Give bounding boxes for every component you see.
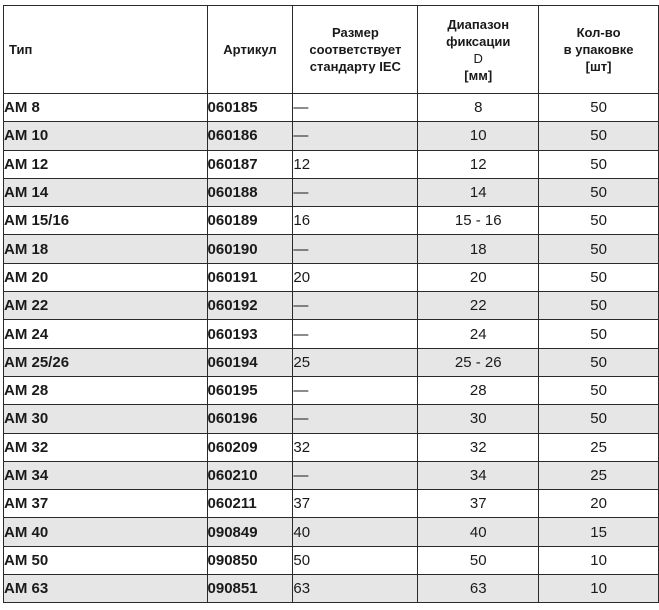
cell-type: AM 34 (4, 461, 208, 489)
cell-type: AM 8 (4, 94, 208, 122)
cell-pack-quantity: 50 (539, 235, 659, 263)
cell-type: AM 22 (4, 292, 208, 320)
cell-type: AM 40 (4, 518, 208, 546)
table-header (4, 6, 659, 94)
cell-iec-size: — (293, 461, 418, 489)
cell-pack-quantity: 50 (539, 122, 659, 150)
cell-fixing-range: 12 (418, 150, 539, 178)
table-row (4, 94, 659, 122)
cell-fixing-range: 40 (418, 518, 539, 546)
cell-pack-quantity: 50 (539, 320, 659, 348)
table-row (4, 376, 659, 404)
cell-article: 060185 (207, 94, 293, 122)
cell-iec-size: 32 (293, 433, 418, 461)
cell-article: 060187 (207, 150, 293, 178)
cell-article: 090851 (207, 575, 293, 603)
cell-fixing-range: 50 (418, 546, 539, 574)
table-row (4, 348, 659, 376)
cell-iec-size: — (293, 178, 418, 206)
cell-type: AM 12 (4, 150, 208, 178)
cell-article: 060193 (207, 320, 293, 348)
cell-type: AM 10 (4, 122, 208, 150)
cell-iec-size: — (293, 405, 418, 433)
cell-type: AM 25/26 (4, 348, 208, 376)
cell-fixing-range: 22 (418, 292, 539, 320)
product-spec-table (3, 5, 659, 603)
table-row (4, 178, 659, 206)
cell-fixing-range: 8 (418, 94, 539, 122)
cell-article: 060211 (207, 490, 293, 518)
cell-article: 060194 (207, 348, 293, 376)
cell-type: AM 18 (4, 235, 208, 263)
cell-article: 090849 (207, 518, 293, 546)
table-row (4, 546, 659, 574)
cell-article: 060191 (207, 263, 293, 291)
cell-iec-size: 20 (293, 263, 418, 291)
cell-type: AM 30 (4, 405, 208, 433)
header-type: Тип (4, 6, 208, 94)
cell-pack-quantity: 50 (539, 263, 659, 291)
cell-fixing-range: 32 (418, 433, 539, 461)
table-row (4, 405, 659, 433)
cell-iec-size: 16 (293, 207, 418, 235)
cell-iec-size: 37 (293, 490, 418, 518)
cell-article: 060209 (207, 433, 293, 461)
cell-iec-size: — (293, 235, 418, 263)
cell-type: AM 24 (4, 320, 208, 348)
table-row (4, 518, 659, 546)
table-row (4, 235, 659, 263)
cell-type: AM 63 (4, 575, 208, 603)
cell-article: 060190 (207, 235, 293, 263)
cell-fixing-range: 30 (418, 405, 539, 433)
cell-pack-quantity: 50 (539, 150, 659, 178)
cell-article: 060189 (207, 207, 293, 235)
cell-pack-quantity: 50 (539, 405, 659, 433)
table-body (4, 94, 659, 603)
cell-fixing-range: 24 (418, 320, 539, 348)
cell-article: 090850 (207, 546, 293, 574)
cell-iec-size: 63 (293, 575, 418, 603)
cell-fixing-range: 18 (418, 235, 539, 263)
cell-fixing-range: 34 (418, 461, 539, 489)
table-row (4, 490, 659, 518)
cell-fixing-range: 15 - 16 (418, 207, 539, 235)
cell-article: 060188 (207, 178, 293, 206)
cell-pack-quantity: 50 (539, 376, 659, 404)
cell-type: AM 28 (4, 376, 208, 404)
cell-pack-quantity: 50 (539, 348, 659, 376)
cell-iec-size: — (293, 292, 418, 320)
cell-fixing-range: 20 (418, 263, 539, 291)
cell-type: AM 15/16 (4, 207, 208, 235)
cell-iec-size: 40 (293, 518, 418, 546)
cell-fixing-range: 10 (418, 122, 539, 150)
cell-pack-quantity: 50 (539, 207, 659, 235)
table-row (4, 122, 659, 150)
cell-pack-quantity: 50 (539, 292, 659, 320)
cell-fixing-range: 28 (418, 376, 539, 404)
table-row (4, 575, 659, 603)
cell-fixing-range: 63 (418, 575, 539, 603)
cell-iec-size: — (293, 122, 418, 150)
cell-type: AM 20 (4, 263, 208, 291)
cell-article: 060195 (207, 376, 293, 404)
cell-pack-quantity: 20 (539, 490, 659, 518)
table-row (4, 263, 659, 291)
cell-iec-size: 25 (293, 348, 418, 376)
cell-type: AM 14 (4, 178, 208, 206)
cell-article: 060186 (207, 122, 293, 150)
cell-fixing-range: 25 - 26 (418, 348, 539, 376)
cell-iec-size: 50 (293, 546, 418, 574)
header-iec-size: Размер соответствует стандарту IEC (293, 6, 418, 94)
cell-pack-quantity: 25 (539, 461, 659, 489)
cell-article: 060210 (207, 461, 293, 489)
header-article: Артикул (207, 6, 293, 94)
table-row (4, 461, 659, 489)
header-fixing-range: Диапазон фиксации D [мм] (418, 6, 539, 94)
cell-iec-size: — (293, 320, 418, 348)
cell-pack-quantity: 25 (539, 433, 659, 461)
cell-pack-quantity: 50 (539, 178, 659, 206)
cell-iec-size: — (293, 376, 418, 404)
table-row (4, 320, 659, 348)
cell-pack-quantity: 15 (539, 518, 659, 546)
cell-type: AM 50 (4, 546, 208, 574)
header-pack-quantity: Кол-во в упаковке [шт] (539, 6, 659, 94)
cell-pack-quantity: 50 (539, 94, 659, 122)
cell-fixing-range: 14 (418, 178, 539, 206)
table-row (4, 150, 659, 178)
cell-pack-quantity: 10 (539, 575, 659, 603)
cell-iec-size: 12 (293, 150, 418, 178)
cell-iec-size: — (293, 94, 418, 122)
cell-fixing-range: 37 (418, 490, 539, 518)
table-row (4, 292, 659, 320)
table-row (4, 433, 659, 461)
cell-type: AM 32 (4, 433, 208, 461)
cell-article: 060192 (207, 292, 293, 320)
cell-article: 060196 (207, 405, 293, 433)
table-row (4, 207, 659, 235)
cell-type: AM 37 (4, 490, 208, 518)
cell-pack-quantity: 10 (539, 546, 659, 574)
